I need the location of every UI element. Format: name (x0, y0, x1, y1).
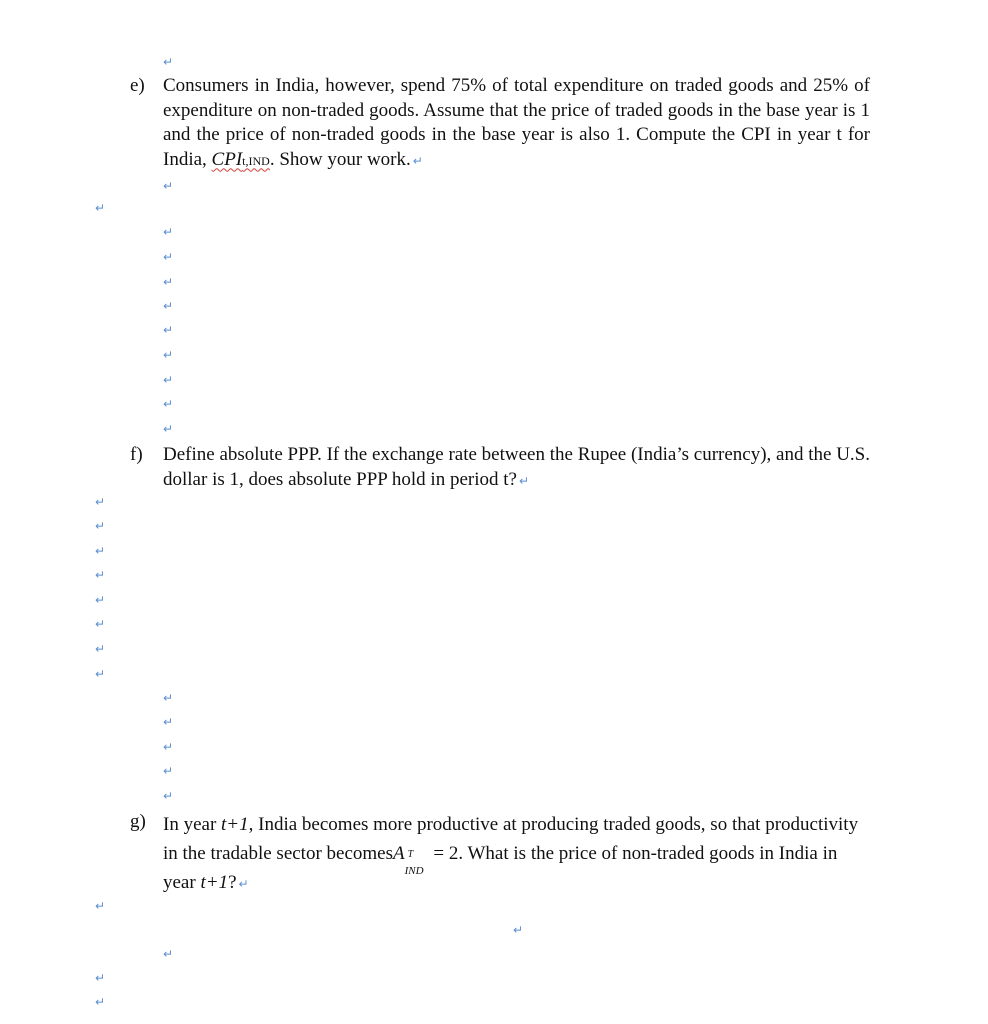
paragraph-mark-icon: ↵ (163, 275, 174, 289)
paragraph-mark-icon: ↵ (163, 764, 174, 778)
paragraph-mark-icon: ↵ (95, 519, 106, 533)
paragraph-mark-icon: ↵ (163, 789, 174, 803)
math-subscript: IND (404, 865, 424, 877)
paragraph-mark-icon: ↵ (518, 473, 530, 488)
cpi-symbol (212, 149, 270, 170)
paragraph-mark-icon: ↵ (95, 667, 106, 681)
question-text (163, 443, 870, 493)
question-text (163, 74, 870, 173)
paragraph-mark-icon: ↵ (163, 715, 174, 729)
question-text-part: . Show your work. (269, 148, 411, 170)
paragraph-mark-icon: ↵ (95, 201, 106, 215)
question-letter: e) (130, 75, 145, 96)
paragraph-mark-icon: ↵ (95, 971, 106, 985)
paragraph-mark-icon: ↵ (163, 250, 174, 264)
paragraph-mark-icon: ↵ (163, 373, 174, 387)
paragraph-mark-icon: ↵ (163, 55, 174, 69)
question-text-part: Consumers in India, however, spend 75% of total expenditure on traded goods and 25% of expenditure on non-traded goods. Assume that the price of traded goods in the base year is 1 and the price of non-traded goods in the base year is also 1. Compute the CPI in year t for India, (163, 75, 870, 170)
paragraph-mark-icon: ↵ (95, 593, 106, 607)
paragraph-mark-icon: ↵ (163, 422, 174, 436)
paragraph-mark-icon: ↵ (412, 153, 423, 168)
question-text (163, 810, 870, 899)
paragraph-mark-icon: ↵ (163, 397, 174, 411)
paragraph-mark-icon: ↵ (163, 691, 174, 705)
paragraph-mark-icon: ↵ (95, 544, 106, 558)
paragraph-mark-icon: ↵ (163, 323, 174, 337)
math-value: = 2 (428, 843, 459, 864)
question-text-part: In year (163, 814, 222, 835)
paragraph-mark-icon: ↵ (163, 947, 174, 961)
paragraph-mark-icon: ↵ (95, 899, 106, 913)
year-expression: t+1 (221, 814, 249, 835)
math-variable: A (393, 843, 405, 864)
question-text-part: . What is the price of non-traded goods in India in year (163, 843, 838, 893)
paragraph-mark-icon: ↵ (95, 617, 106, 631)
paragraph-mark-icon: ↵ (163, 179, 174, 193)
paragraph-mark-icon: ↵ (95, 495, 106, 509)
math-superscript: T (407, 849, 414, 860)
question-e (130, 74, 870, 173)
question-f (130, 443, 870, 493)
question-letter: f) (130, 444, 143, 465)
paragraph-mark-icon: ↵ (95, 642, 106, 656)
paragraph-mark-icon: ↵ (163, 740, 174, 754)
year-expression: t+1 (200, 872, 229, 893)
paragraph-mark-icon: ↵ (513, 923, 524, 937)
paragraph-mark-icon: ↵ (163, 225, 174, 239)
productivity-equation (393, 843, 459, 877)
paragraph-mark-icon: ↵ (163, 348, 174, 362)
paragraph-mark-icon: ↵ (95, 568, 106, 582)
question-text-part: ? (228, 872, 237, 893)
paragraph-mark-icon: ↵ (163, 299, 174, 313)
cpi-subscript: t,IND (242, 153, 270, 168)
question-g (130, 810, 870, 899)
question-letter: g) (130, 811, 146, 832)
cpi-label: CPI (211, 148, 243, 170)
question-text-part: Define absolute PPP. If the exchange rate between the Rupee (India’s currency), and the U.S. dollar is 1, does absolute PPP hold in period t? (163, 444, 870, 490)
paragraph-mark-icon: ↵ (238, 877, 249, 891)
paragraph-mark-icon: ↵ (95, 995, 106, 1009)
question-text-part: , India becomes more productive at producing traded goods, so that productivity in the tradable sector becomes (163, 814, 859, 864)
